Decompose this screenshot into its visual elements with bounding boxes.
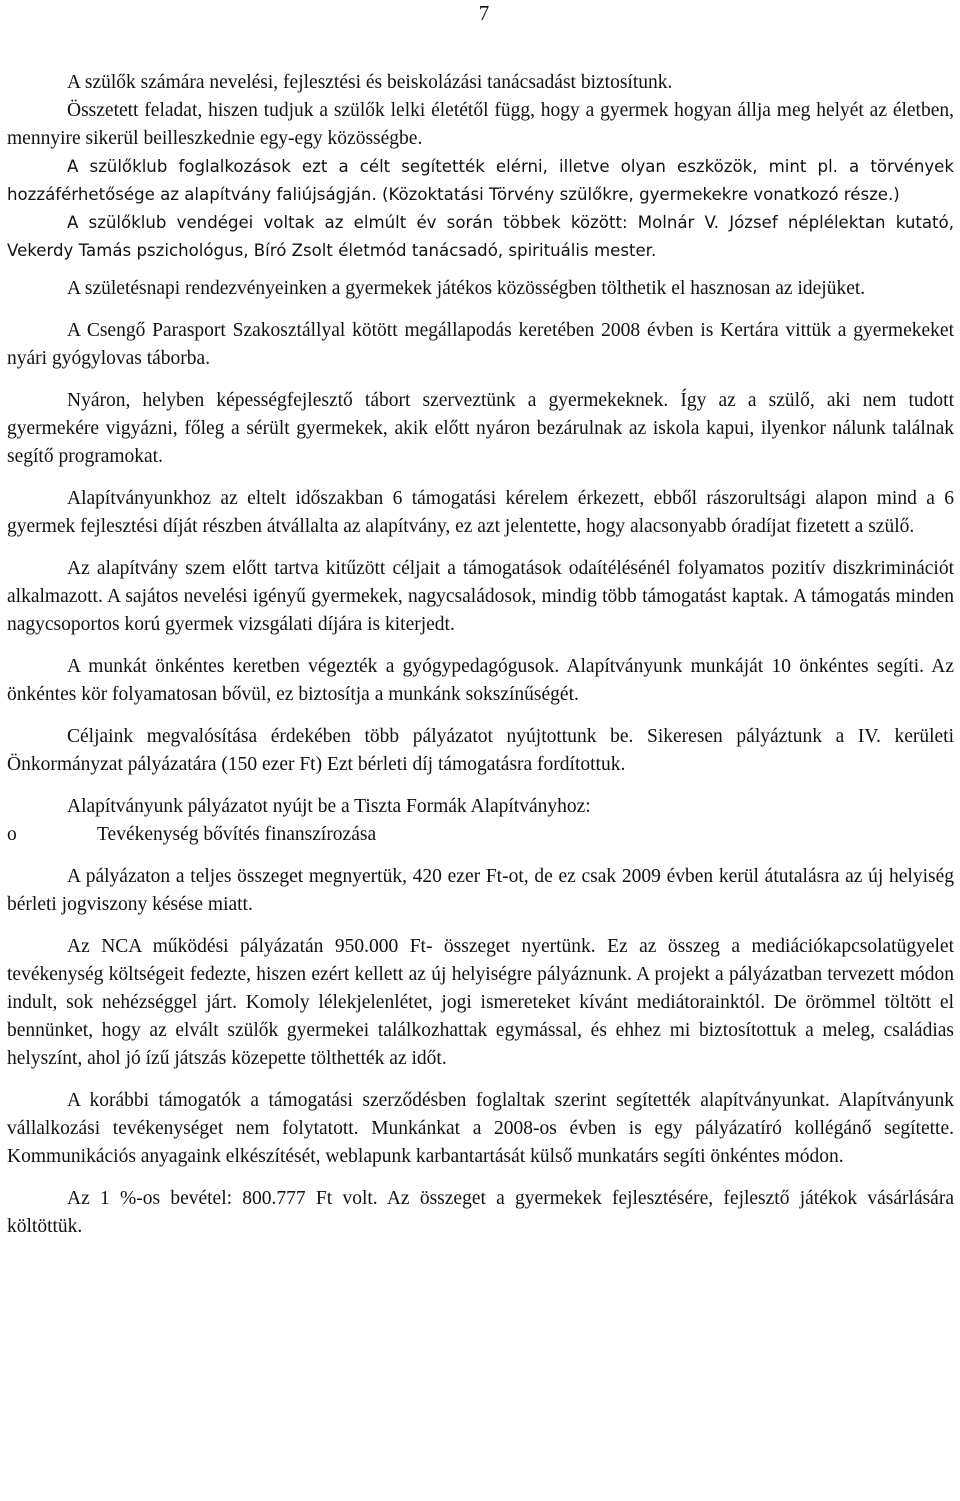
- paragraph-one-percent-income: Az 1 %-os bevétel: 800.777 Ft volt. Az összeget a gyermekek fejlesztésére, fejlesztő játékok vásárlására költöttük.: [7, 1188, 954, 1237]
- paragraph-parent-club: A szülőklub foglalkozások ezt a célt segítették elérni, illetve olyan eszközök, mint pl. a törvények hozzáférhetősége az alapítvány faliújságján. (Közoktatási Törvény szülőkre, gyermekekre vonatkozó része.): [7, 157, 954, 204]
- paragraph-support-requests: Alapítványunkhoz az eltelt időszakban 6 támogatási kérelem érkezett, ebből rászorultsági alapon mind a 6 gyermek fejlesztési díját részben átvállalta az alapítvány, ez azt jelentette, hogy alacsonyabb óradíjat fizetett a szülő.: [7, 488, 954, 537]
- bullet-marker: o: [7, 824, 17, 845]
- paragraph-volunteers: A munkát önkéntes keretben végezték a gyógypedagógusok. Alapítványunk munkáját 10 önkéntes segíti. Az önkéntes kör folyamatosan bővül, ez biztosítja a munkánk sokszínűségét.: [7, 656, 954, 705]
- paragraph-club-guests: A szülőklub vendégei voltak az elmúlt év során többek között: Molnár V. József néplélektan kutató, Vekerdy Tamás pszichológus, Bíró Zsolt életmód tanácsadó, spirituális mester.: [7, 213, 954, 260]
- paragraph-birthday-events: A születésnapi rendezvényeinken a gyermekek játékos közösségben tölthetik el hasznosan az idejüket.: [67, 278, 866, 299]
- paragraph-summer-camp: Nyáron, helyben képességfejlesztő tábort szerveztünk a gyermekeknek. Így az a szülő, aki nem tudott gyermekére vigyázni, főleg a sérült gyermekek, akik előtt nyáron bezárulnak az iskola kapui, ilyenkor nálunk találnak segítő programokat.: [7, 390, 954, 467]
- paragraph-positive-discrimination: Az alapítvány szem előtt tartva kitűzött céljait a támogatások odaítélésénél folyamatos pozitív diszkriminációt alkalmazott. A sajátos nevelési igényű gyermekek, nagycsaládosok, mindig több támogatást kaptak. A támogatás minden nagycsoportos korú gyermek vizsgálati díjára is kiterjedt.: [7, 558, 954, 635]
- document-body: [7, 69, 954, 1241]
- bullet-text: Tevékenység bővítés finanszírozása: [97, 824, 377, 845]
- paragraph-tiszta-formak: Alapítványunk pályázatot nyújt be a Tiszta Formák Alapítványhoz:: [67, 796, 591, 817]
- paragraph-horse-therapy-camp: A Csengő Parasport Szakosztállyal kötött megállapodás keretében 2008 évben is Kertára vittük a gyermekeket nyári gyógylovas táborba.: [7, 320, 954, 369]
- bullet-item: [7, 821, 954, 849]
- paragraph-counseling: A szülők számára nevelési, fejlesztési és beiskolázási tanácsadást biztosítunk.: [67, 72, 673, 93]
- paragraph-nca-grant: Az NCA működési pályázatán 950.000 Ft- összeget nyertünk. Ez az összeg a mediációkapcsolatügyelet tevékenység költségeit fedezte, hiszen ezért kellett az új helyiségre pályáznunk. A projekt a pályázatban tervezett módon indult, sok nehézséggel járt. Komoly lélekjelenlétet, jogi ismereteket kívánt mediátorainktól. De örömmel töltött el bennünket, hogy az elvált szülők gyermekei találkozhattak egymással, és ehhez mi biztosítottuk a meleg, családias helyszínt, ahol jó ízű játszás közepette tölthették az időt.: [7, 936, 954, 1069]
- paragraph-grant-won: A pályázaton a teljes összeget megnyertük, 420 ezer Ft-ot, de ez csak 2009 évben kerül átutalásra az új helyiség bérleti jogviszony késése miatt.: [7, 866, 954, 915]
- page-number: 7: [478, 1, 490, 25]
- paragraph-previous-supporters: A korábbi támogatók a támogatási szerződésben foglaltak szerint segítették alapítványunkat. Alapítványunk vállalkozási tevékenységet nem folytatott. Munkánkat a 2008-os évben is egy pályázatíró kollégánő segítette. Kommunikációs anyagaink elkészítését, weblapunk karbantartását külső munkatárs segíti önkéntes módon.: [7, 1090, 954, 1167]
- paragraph-complex-task: Összetett feladat, hiszen tudjuk a szülők lelki életétől függ, hogy a gyermek hogyan állja meg helyét az életben, mennyire sikerül beilleszkednie egy-egy közösségbe.: [7, 100, 954, 149]
- paragraph-grant-applications: Céljaink megvalósítása érdekében több pályázatot nyújtottunk be. Sikeresen pályáztunk a IV. kerületi Önkormányzat pályázatára (150 ezer Ft) Ezt bérleti díj támogatásra fordítottuk.: [7, 726, 954, 775]
